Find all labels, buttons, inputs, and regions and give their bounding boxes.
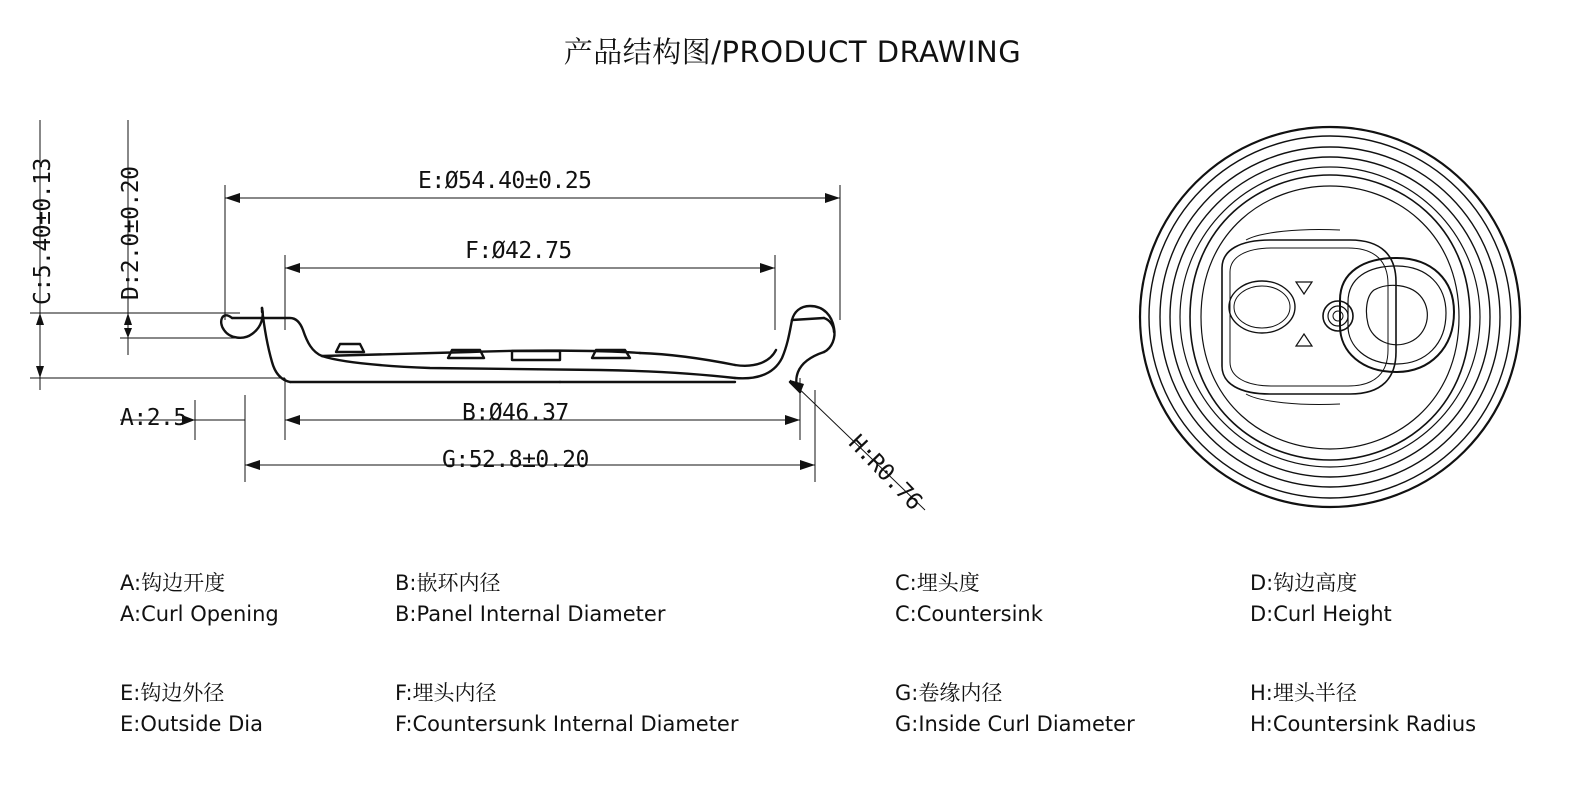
legend-item-G-cn: G:卷缘内径 (895, 681, 1003, 705)
legend-item-D (1250, 568, 1540, 630)
dimension-label-G: G:52.8±0.20 (442, 447, 589, 473)
legend-item-A-en: A:Curl Opening (120, 602, 279, 626)
dimension-label-B: B:Ø46.37 (462, 400, 569, 426)
legend-item-B-cn: B:嵌环内径 (395, 571, 501, 595)
dimension-label-F: F:Ø42.75 (465, 238, 572, 264)
dimension-label-C: C:5.40±0.13 (30, 158, 56, 305)
legend-item-F-en: F:Countersunk Internal Diameter (395, 712, 739, 736)
legend-item-E (120, 678, 395, 740)
legend-item-D-cn: D:钩边高度 (1250, 571, 1358, 595)
legend-item-A (120, 568, 395, 630)
legend (120, 568, 1540, 748)
legend-item-F (395, 678, 895, 740)
legend-item-C-en: C:Countersink (895, 602, 1043, 626)
legend-item-G (895, 678, 1250, 740)
legend-item-D-en: D:Curl Height (1250, 602, 1392, 626)
legend-item-B-en: B:Panel Internal Diameter (395, 602, 666, 626)
dimension-label-D: D:2.0±0.20 (118, 166, 144, 300)
legend-row (120, 678, 1540, 740)
legend-item-H-cn: H:埋头半径 (1250, 681, 1357, 705)
page-title: 产品结构图/PRODUCT DRAWING (563, 35, 1022, 69)
legend-spacer (120, 638, 1540, 678)
legend-item-B (395, 568, 895, 630)
legend-item-G-en: G:Inside Curl Diameter (895, 712, 1135, 736)
legend-item-C (895, 568, 1250, 630)
dimension-label-A: A:2.5 (120, 405, 187, 431)
legend-item-A-cn: A:钩边开度 (120, 571, 226, 595)
legend-item-E-cn: E:钩边外径 (120, 681, 225, 705)
legend-item-H (1250, 678, 1540, 740)
dimension-label-H: H:R0.76 (843, 430, 927, 516)
legend-row (120, 568, 1540, 630)
legend-item-F-cn: F:埋头内径 (395, 681, 497, 705)
legend-item-C-cn: C:埋头度 (895, 571, 980, 595)
legend-item-H-en: H:Countersink Radius (1250, 712, 1477, 736)
dimension-label-E: E:Ø54.40±0.25 (418, 168, 592, 194)
legend-item-E-en: E:Outside Dia (120, 712, 263, 736)
